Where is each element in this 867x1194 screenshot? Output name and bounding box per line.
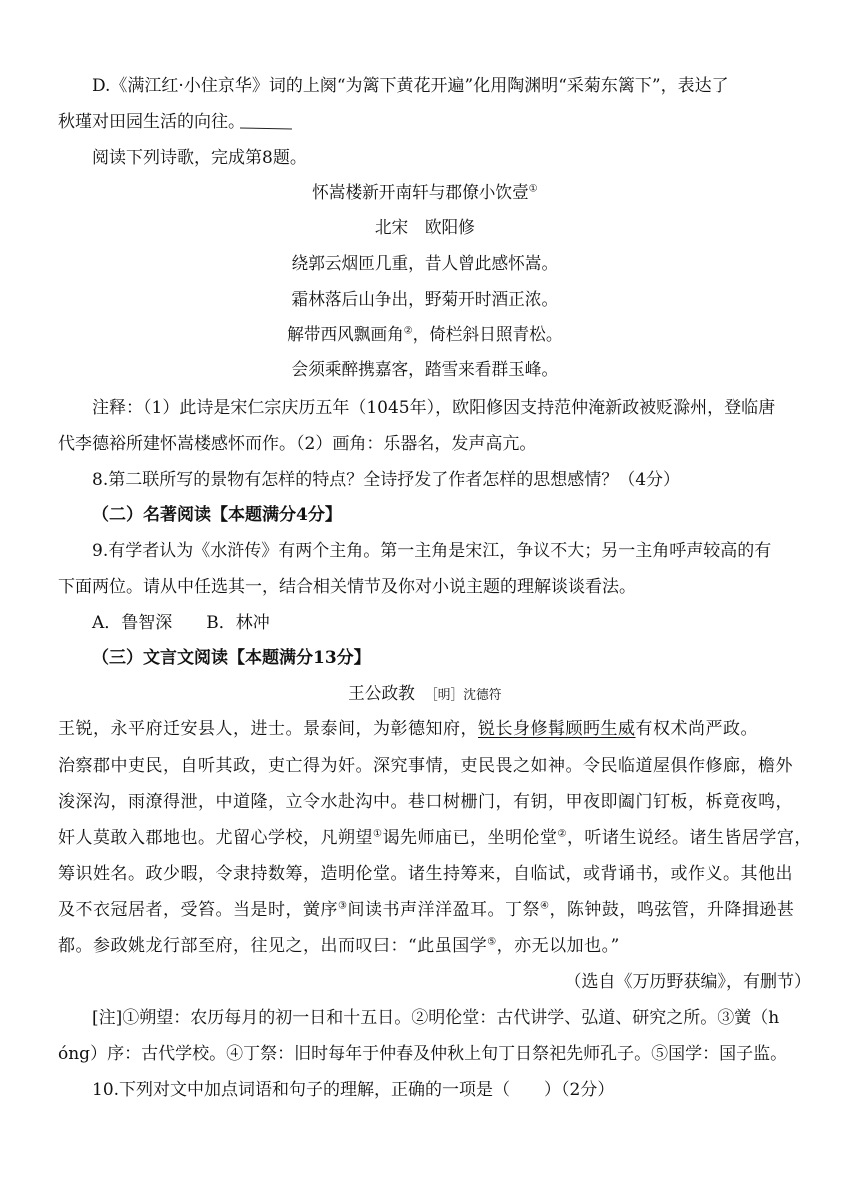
poem-line-2: 霜林落后山争出，野菊开时酒正浓。: [291, 290, 559, 310]
poem-line-3: 解带西风飘画角②，倚栏斜日照青松。: [287, 325, 563, 345]
question-8: 8.第二联所写的景物有怎样的特点？全诗抒发了作者怎样的思想感情？（4分）: [92, 470, 681, 490]
poem-line-4: 会须乘醉携嘉客，踏雪来看群玉峰。: [291, 360, 559, 380]
classical-text-line-5: 筹识姓名。政少暇，令隶持数筹，造明伦堂。诸生持筹来，自临试，或背诵书，或作义。其他出: [58, 864, 793, 884]
classical-text-line-1: 王锐，永平府迁安县人，进士。景泰间，为彰德知府，锐长身修髯顾眄生威有权术尚严政。: [58, 719, 758, 739]
option-d-line1: D.《满江红·小住京华》词的上阕“为篱下黄花开遍”化用陶渊明“采菊东篱下”，表达了: [92, 76, 729, 96]
poem-note-line2: 代李德裕所建怀嵩楼感怀而作。（2）画角：乐器名，发声高亢。: [58, 434, 537, 454]
classical-text-line-2: 治察郡中吏民，自听其政，吏亡得为奸。深究事情，吏民畏之如神。令民临道屋俱作修廊，檐外: [58, 756, 793, 776]
reading-instruction: 阅读下列诗歌，完成第8题。: [92, 148, 307, 168]
option-d-line2: 秋瑾对田园生活的向往。: [58, 112, 245, 132]
underlined-sentence: 锐长身修髯顾眄生威: [478, 719, 636, 739]
section-3-heading: （三）文言文阅读【本题满分13分】: [92, 648, 371, 668]
handwritten-underline: [240, 128, 292, 130]
classical-text-line-7: 都。参政姚龙行部至府，往见之，出而叹曰：“此虽国学⑤，亦无以加也。”: [58, 936, 620, 956]
poem-note-line1: 注释：（1）此诗是宋仁宗庆历五年（1045年），欧阳修因支持范仲淹新政被贬滁州，登临唐: [92, 398, 776, 418]
classical-text-line-4: 奸人莫敢入郡地也。尤留心学校，凡朔望①谒先师庙已，坐明伦堂②，听诸生说经。诸生皆居学宫，: [58, 828, 812, 848]
question-9-line2: 下面两位。请从中任选其一，结合相关情节及你对小说主题的理解谈谈看法。: [58, 577, 636, 597]
annotation-line1: [注]①朔望：农历每月的初一日和十五日。②明伦堂：古代讲学、弘道、研究之所。③黉（h: [92, 1008, 780, 1028]
poem-title: 怀嵩楼新开南轩与郡僚小饮壹①: [312, 183, 538, 203]
section-2-heading: （二）名著阅读【本题满分4分】: [92, 505, 342, 525]
classical-text-line-6: 及不衣冠居者，受笞。当是时，黉序③间读书声洋洋盈耳。丁祭④，陈钟鼓，鸣弦管，升降揖逊甚: [58, 900, 795, 920]
poem-author: 北宋 欧阳修: [374, 218, 475, 238]
question-9-line1: 9.有学者认为《水浒传》有两个主角。第一主角是宋江，争议不大；另一主角呼声较高的有: [92, 541, 772, 561]
annotation-line2: óng）序：古代学校。④丁祭：旧时每年于仲春及仲秋上旬丁日祭祀先师孔子。⑤国学：国子监。: [58, 1044, 788, 1064]
classical-text-line-3: 浚深沟，雨潦得泄，中道隆，立令水赴沟中。巷口树栅门，有钥，甲夜即阖门钉板，柝竟夜鸣，: [58, 792, 793, 812]
source-citation: （选自《万历野获编》，有删节）: [564, 972, 811, 992]
poem-line-1: 绕郭云烟匝几重，昔人曾此感怀嵩。: [291, 254, 559, 274]
question-9-options: A．鲁智深 B．林冲: [92, 613, 270, 633]
question-10: 10.下列对文中加点词语和句子的理解，正确的一项是（ ）（2分）: [92, 1080, 615, 1100]
classical-text-title: 王公政教 ［明］沈德符: [348, 684, 502, 704]
